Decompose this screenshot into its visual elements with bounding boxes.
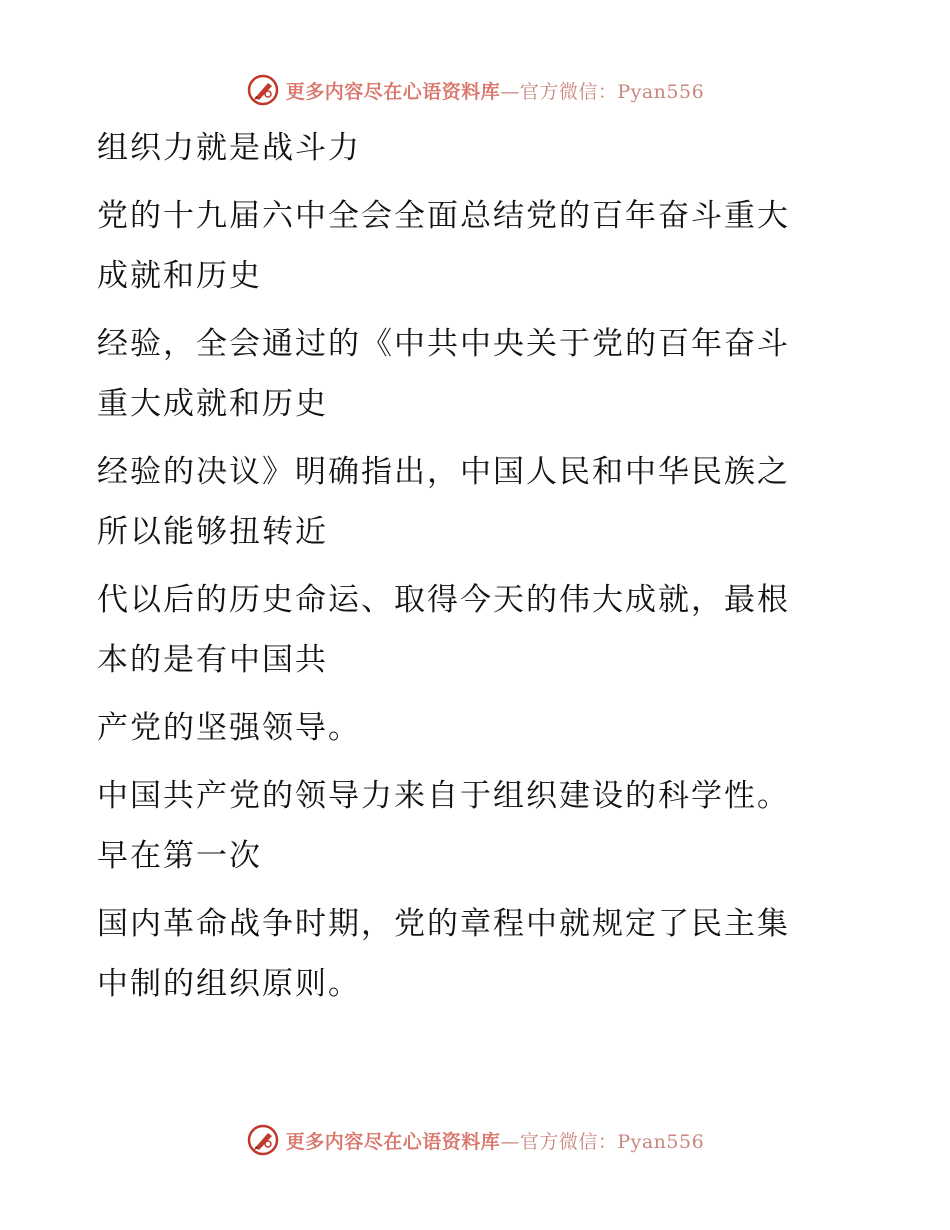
- body-line: 国内革命战争时期，党的章程中就规定了民主集: [97, 906, 790, 942]
- header-banner-mid: —官方微信：: [500, 80, 618, 103]
- body-line: 成就和历史: [97, 258, 262, 294]
- header-banner: [0, 70, 950, 110]
- pen-logo-icon: [246, 73, 280, 107]
- header-banner-main: 更多内容尽在心语资料库: [285, 80, 501, 103]
- body-line: 产党的坚强领导。: [97, 710, 361, 746]
- body-line: 本的是有中国共: [97, 642, 328, 678]
- body-line: 早在第一次: [97, 838, 262, 874]
- footer-banner: [0, 1120, 950, 1160]
- footer-banner-text: [286, 1127, 704, 1154]
- body-line: 党的十九届六中全会全面总结党的百年奋斗重大: [97, 198, 790, 234]
- header-banner-id: Pyan556: [617, 80, 705, 103]
- body-line: 所以能够扭转近: [97, 514, 328, 550]
- footer-banner-main: 更多内容尽在心语资料库: [285, 1130, 501, 1153]
- footer-banner-id: Pyan556: [617, 1130, 705, 1153]
- body-line: 中国共产党的领导力来自于组织建设的科学性。: [97, 778, 790, 814]
- body-line: 组织力就是战斗力: [97, 130, 361, 166]
- body-line: 重大成就和历史: [97, 386, 328, 422]
- body-line: 经验，全会通过的《中共中央关于党的百年奋斗: [97, 326, 790, 362]
- pen-logo-icon: [246, 1123, 280, 1157]
- footer-banner-mid: —官方微信：: [500, 1130, 618, 1153]
- body-line: 经验的决议》明确指出，中国人民和中华民族之: [97, 454, 790, 490]
- body-line: 代以后的历史命运、取得今天的伟大成就，最根: [97, 582, 790, 618]
- body-line: 中制的组织原则。: [97, 966, 361, 1002]
- header-banner-text: [286, 77, 704, 104]
- document-body: [97, 118, 837, 1014]
